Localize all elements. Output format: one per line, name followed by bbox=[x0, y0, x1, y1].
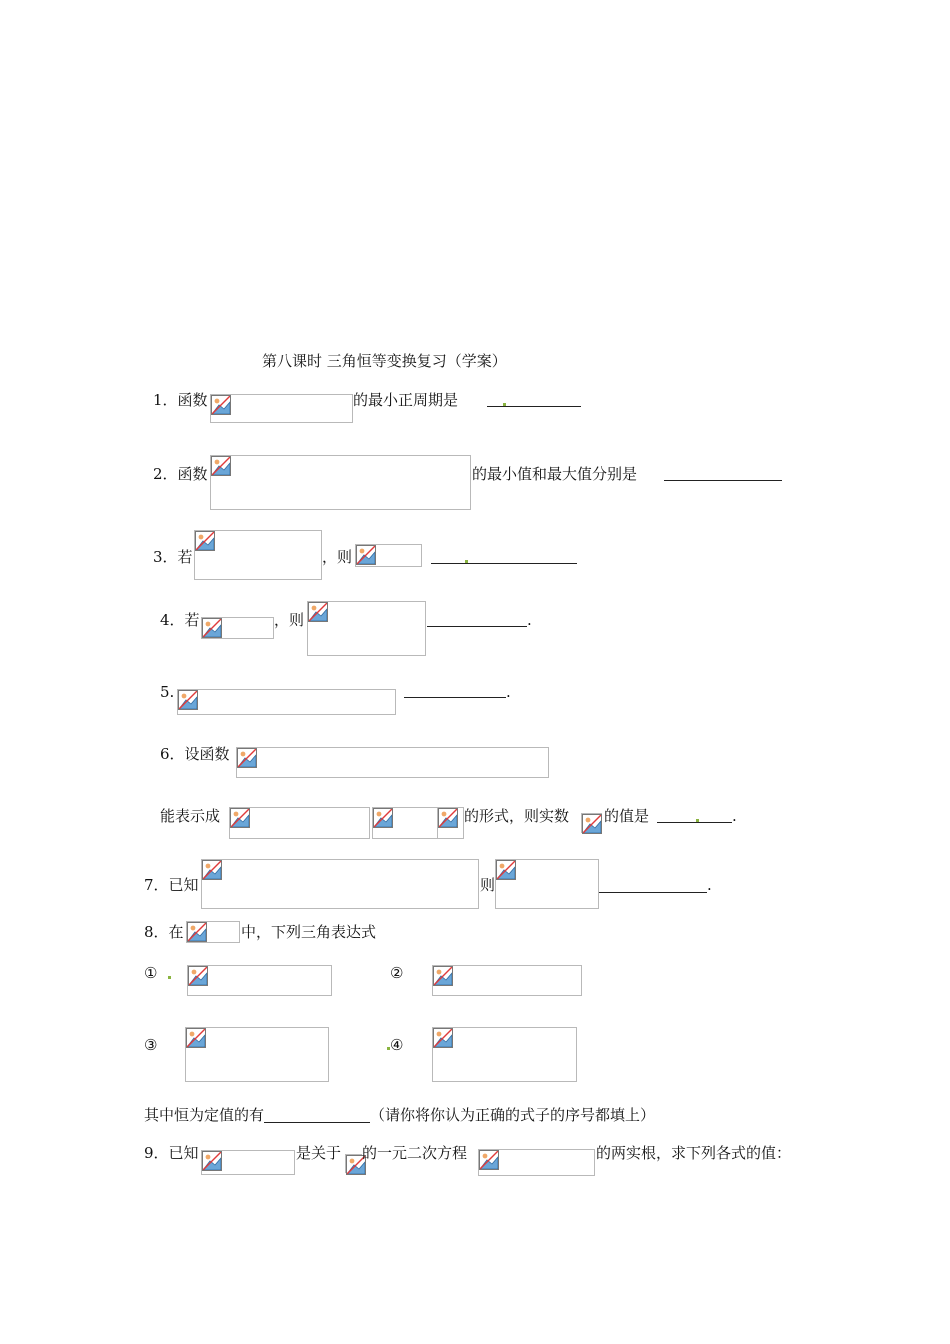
q8-suffix: 中，下列三角表达式 bbox=[241, 923, 377, 941]
q1-prefix: 1．函数 bbox=[153, 391, 208, 409]
answer-blank[interactable] bbox=[664, 480, 782, 481]
formula-image bbox=[186, 921, 240, 943]
q9-mid2: 的一元二次方程 bbox=[362, 1144, 468, 1162]
answer-blank[interactable] bbox=[404, 697, 506, 698]
formula-image bbox=[185, 1027, 329, 1082]
q5-prefix: 5. bbox=[160, 683, 175, 701]
broken-image-icon bbox=[308, 602, 328, 622]
broken-image-icon bbox=[237, 748, 257, 768]
q7-mid: 则 bbox=[480, 876, 496, 894]
q8-answer-prefix: 其中恒为定值的有 bbox=[144, 1106, 265, 1124]
formula-image bbox=[210, 455, 471, 510]
q9-prefix: 9．已知 bbox=[144, 1144, 199, 1162]
broken-image-icon bbox=[230, 808, 250, 828]
formula-image bbox=[177, 689, 396, 715]
broken-image-icon bbox=[582, 814, 602, 834]
q6-line2-mid1: 的形式，则实数 bbox=[464, 807, 570, 825]
broken-image-icon bbox=[186, 1028, 206, 1048]
broken-image-icon bbox=[202, 1151, 222, 1171]
q7-prefix: 7．已知 bbox=[144, 876, 199, 894]
formula-image bbox=[495, 859, 599, 909]
answer-blank[interactable] bbox=[599, 892, 707, 893]
broken-image-icon bbox=[496, 860, 516, 880]
broken-image-icon bbox=[373, 808, 393, 828]
answer-blank[interactable] bbox=[487, 406, 581, 407]
q9-suffix: 的两实根，求下列各式的值： bbox=[596, 1144, 792, 1162]
answer-blank[interactable] bbox=[657, 822, 732, 823]
q5-end: . bbox=[506, 683, 511, 701]
broken-image-icon bbox=[202, 618, 222, 638]
q8-option-2: ② bbox=[390, 964, 404, 982]
broken-image-icon bbox=[211, 395, 231, 415]
broken-image-icon bbox=[479, 1150, 499, 1170]
formula-image bbox=[478, 1149, 595, 1176]
q4-prefix: 4．若 bbox=[160, 611, 200, 629]
q2-prefix: 2．函数 bbox=[153, 465, 208, 483]
formula-image bbox=[201, 1150, 295, 1175]
broken-image-icon bbox=[188, 966, 208, 986]
formula-image bbox=[229, 807, 370, 839]
answer-blank[interactable] bbox=[431, 563, 577, 564]
formula-image bbox=[432, 965, 582, 996]
formula-image bbox=[201, 859, 479, 909]
broken-image-icon bbox=[195, 531, 215, 551]
broken-image-icon bbox=[211, 456, 231, 476]
formula-image bbox=[194, 530, 322, 580]
q6-prefix: 6．设函数 bbox=[160, 745, 230, 763]
broken-image-icon bbox=[433, 966, 453, 986]
q4-end: . bbox=[527, 611, 532, 629]
formula-image bbox=[372, 807, 438, 839]
broken-image-icon bbox=[178, 690, 198, 710]
formula-image bbox=[187, 965, 332, 996]
formula-image bbox=[432, 1027, 577, 1082]
formula-image bbox=[236, 747, 549, 778]
formula-image bbox=[210, 394, 353, 423]
q4-mid: ，则 bbox=[274, 611, 305, 629]
answer-blank[interactable] bbox=[427, 626, 527, 627]
formula-image bbox=[201, 617, 274, 639]
formula-image bbox=[437, 807, 464, 839]
q6-line2-mid2: 的值是 bbox=[604, 807, 650, 825]
broken-image-icon bbox=[202, 860, 222, 880]
answer-blank[interactable] bbox=[264, 1122, 370, 1123]
q8-option-3: ③ bbox=[144, 1036, 158, 1054]
q6-line2-prefix: 能表示成 bbox=[160, 807, 221, 825]
formula-image bbox=[581, 813, 602, 833]
broken-image-icon bbox=[433, 1028, 453, 1048]
q8-option-1: ① bbox=[144, 964, 158, 982]
q2-suffix: 的最小值和最大值分别是 bbox=[472, 465, 638, 483]
q8-option-4: ④ bbox=[390, 1036, 404, 1054]
formula-image bbox=[307, 601, 426, 656]
q3-mid: ，则 bbox=[322, 548, 353, 566]
q8-answer-suffix: （请你将你认为正确的式子的序号都填上） bbox=[370, 1106, 656, 1124]
q9-mid1: 是关于 bbox=[296, 1144, 342, 1162]
q6-end: . bbox=[732, 807, 737, 825]
broken-image-icon bbox=[187, 922, 207, 942]
q7-end: . bbox=[707, 876, 712, 894]
broken-image-icon bbox=[438, 808, 458, 828]
q8-prefix: 8．在 bbox=[144, 923, 184, 941]
broken-image-icon bbox=[356, 545, 376, 565]
q1-suffix: 的最小正周期是 bbox=[353, 391, 459, 409]
q3-prefix: 3．若 bbox=[153, 548, 193, 566]
formula-image bbox=[345, 1154, 362, 1173]
formula-image bbox=[355, 544, 422, 567]
page-title: 第八课时 三角恒等变换复习（学案） bbox=[262, 352, 507, 370]
